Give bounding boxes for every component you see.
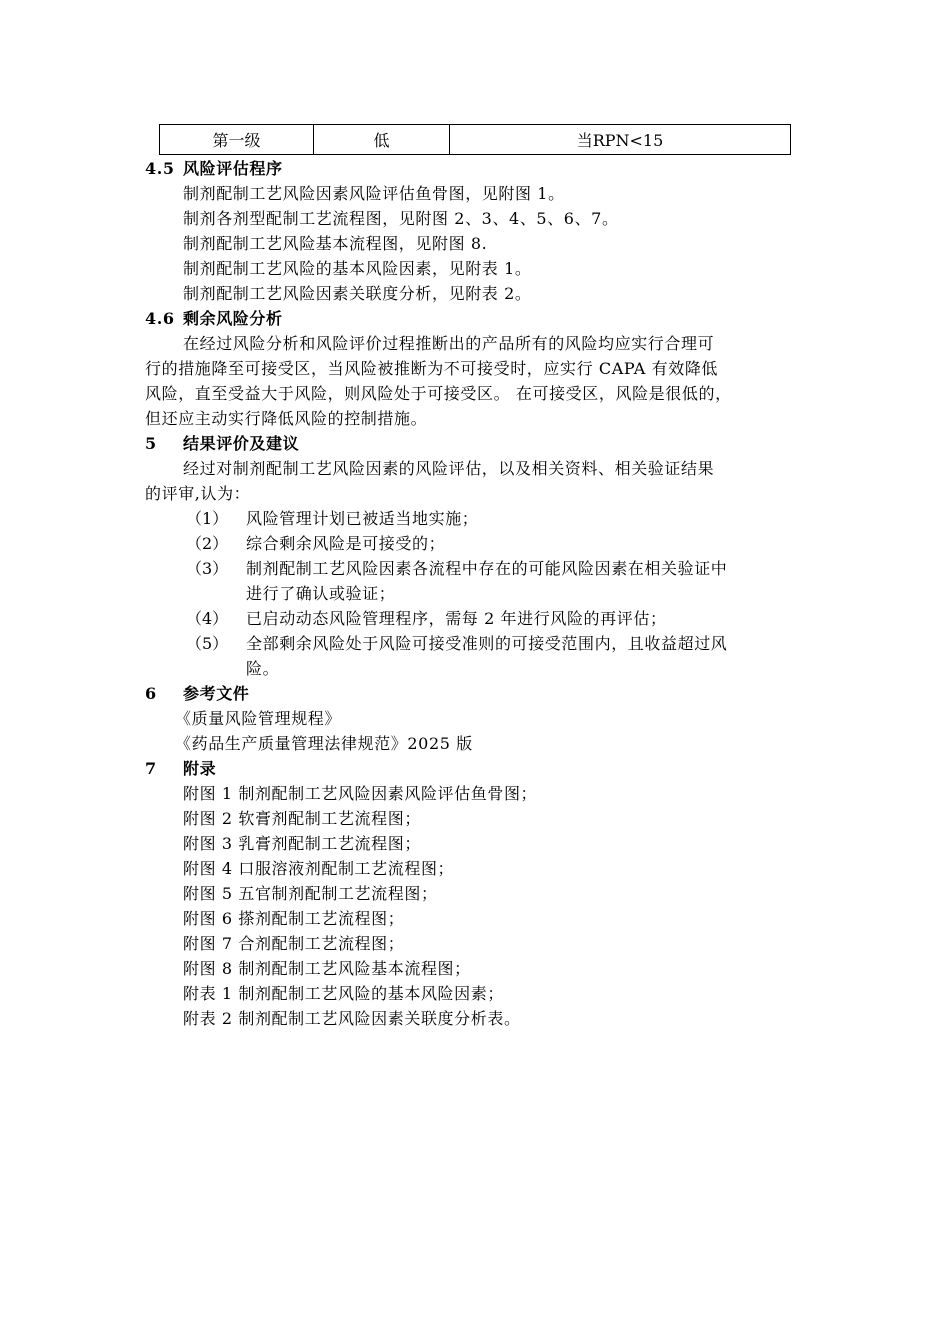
table-cell-level: 第一级 (160, 125, 314, 155)
section-heading-5 (145, 432, 299, 456)
paragraph-line: 在经过风险分析和风险评价过程推断出的产品所有的风险均应实行合理可 (183, 334, 715, 353)
table-row (160, 125, 791, 155)
paragraph-line: 的评审,认为： (145, 484, 251, 503)
paragraph-line: 制剂配制工艺风险因素风险评估鱼骨图，见附图 1。 (183, 184, 565, 203)
list-item-text: 制剂配制工艺风险因素各流程中存在的可能风险因素在相关验证中 (246, 559, 728, 578)
appendix-line: 附图 6 搽剂配制工艺流程图； (183, 909, 405, 928)
appendix-line: 附图 2 软膏剂配制工艺流程图； (183, 809, 421, 828)
section-number: 4.5 (145, 159, 175, 178)
section-title: 结果评价及建议 (183, 434, 300, 453)
list-item-label: （5） (186, 634, 229, 653)
section-title: 参考文件 (183, 684, 250, 703)
paragraph-line: 但还应主动实行降低风险的控制措施。 (145, 409, 428, 428)
section-heading-4-6 (145, 307, 283, 331)
list-item-text: 全部剩余风险处于风险可接受准则的可接受范围内，且收益超过风 (246, 634, 728, 653)
appendix-line: 附图 4 口服溶液剂配制工艺流程图； (183, 859, 455, 878)
appendix-line: 附表 1 制剂配制工艺风险的基本风险因素； (183, 984, 504, 1003)
appendix-line: 附图 1 制剂配制工艺风险因素风险评估鱼骨图； (183, 784, 538, 803)
paragraph-line: 行的措施降至可接受区，当风险被推断为不可接受时，应实行 CAPA 有效降低 (145, 359, 719, 378)
section-heading-4-5 (145, 157, 283, 181)
risk-level-table (159, 124, 791, 155)
section-title: 剩余风险分析 (183, 309, 283, 328)
appendix-line: 附图 7 合剂配制工艺流程图； (183, 934, 405, 953)
section-title: 附录 (183, 759, 217, 778)
list-item-text: 风险管理计划已被适当地实施； (246, 509, 479, 528)
table-cell-risk: 低 (314, 125, 450, 155)
list-item-text: 已启动动态风险管理程序，需每 2 年进行风险的再评估； (246, 609, 667, 628)
list-item-label: （2） (186, 534, 229, 553)
paragraph-line: 风险，直至受益大于风险，则风险处于可接受区。 在可接受区，风险是很低的， (145, 384, 732, 403)
section-number: 5 (145, 434, 157, 453)
paragraph-line: 制剂配制工艺风险的基本风险因素，见附表 1。 (183, 259, 532, 278)
paragraph-line: 制剂配制工艺风险因素关联度分析，见附表 2。 (183, 284, 532, 303)
paragraph-line: 制剂各剂型配制工艺流程图，见附图 2、3、4、5、6、7。 (183, 209, 619, 228)
list-item-text: 进行了确认或验证； (246, 584, 396, 603)
section-number: 6 (145, 684, 157, 703)
section-number: 4.6 (145, 309, 175, 328)
list-item-label: （3） (186, 559, 229, 578)
appendix-line: 附图 3 乳膏剂配制工艺流程图； (183, 834, 421, 853)
paragraph-line: 制剂配制工艺风险基本流程图，见附图 8. (183, 234, 488, 253)
appendix-line: 附图 8 制剂配制工艺风险基本流程图； (183, 959, 471, 978)
list-item-text: 综合剩余风险是可接受的； (246, 534, 446, 553)
list-item-label: （1） (186, 509, 229, 528)
table-cell-criteria: 当RPN<15 (450, 125, 791, 155)
section-heading-6 (145, 682, 249, 706)
appendix-line: 附表 2 制剂配制工艺风险因素关联度分析表。 (183, 1009, 521, 1028)
reference-line: 《药品生产质量管理法律规范》2025 版 (175, 734, 473, 753)
section-heading-7 (145, 757, 216, 781)
section-title: 风险评估程序 (183, 159, 283, 178)
list-item-text: 险。 (246, 659, 280, 678)
paragraph-line: 经过对制剂配制工艺风险因素的风险评估，以及相关资料、相关验证结果 (183, 459, 715, 478)
list-item-label: （4） (186, 609, 229, 628)
section-number: 7 (145, 759, 157, 778)
appendix-line: 附图 5 五官制剂配制工艺流程图； (183, 884, 438, 903)
reference-line: 《质量风险管理规程》 (175, 709, 342, 728)
